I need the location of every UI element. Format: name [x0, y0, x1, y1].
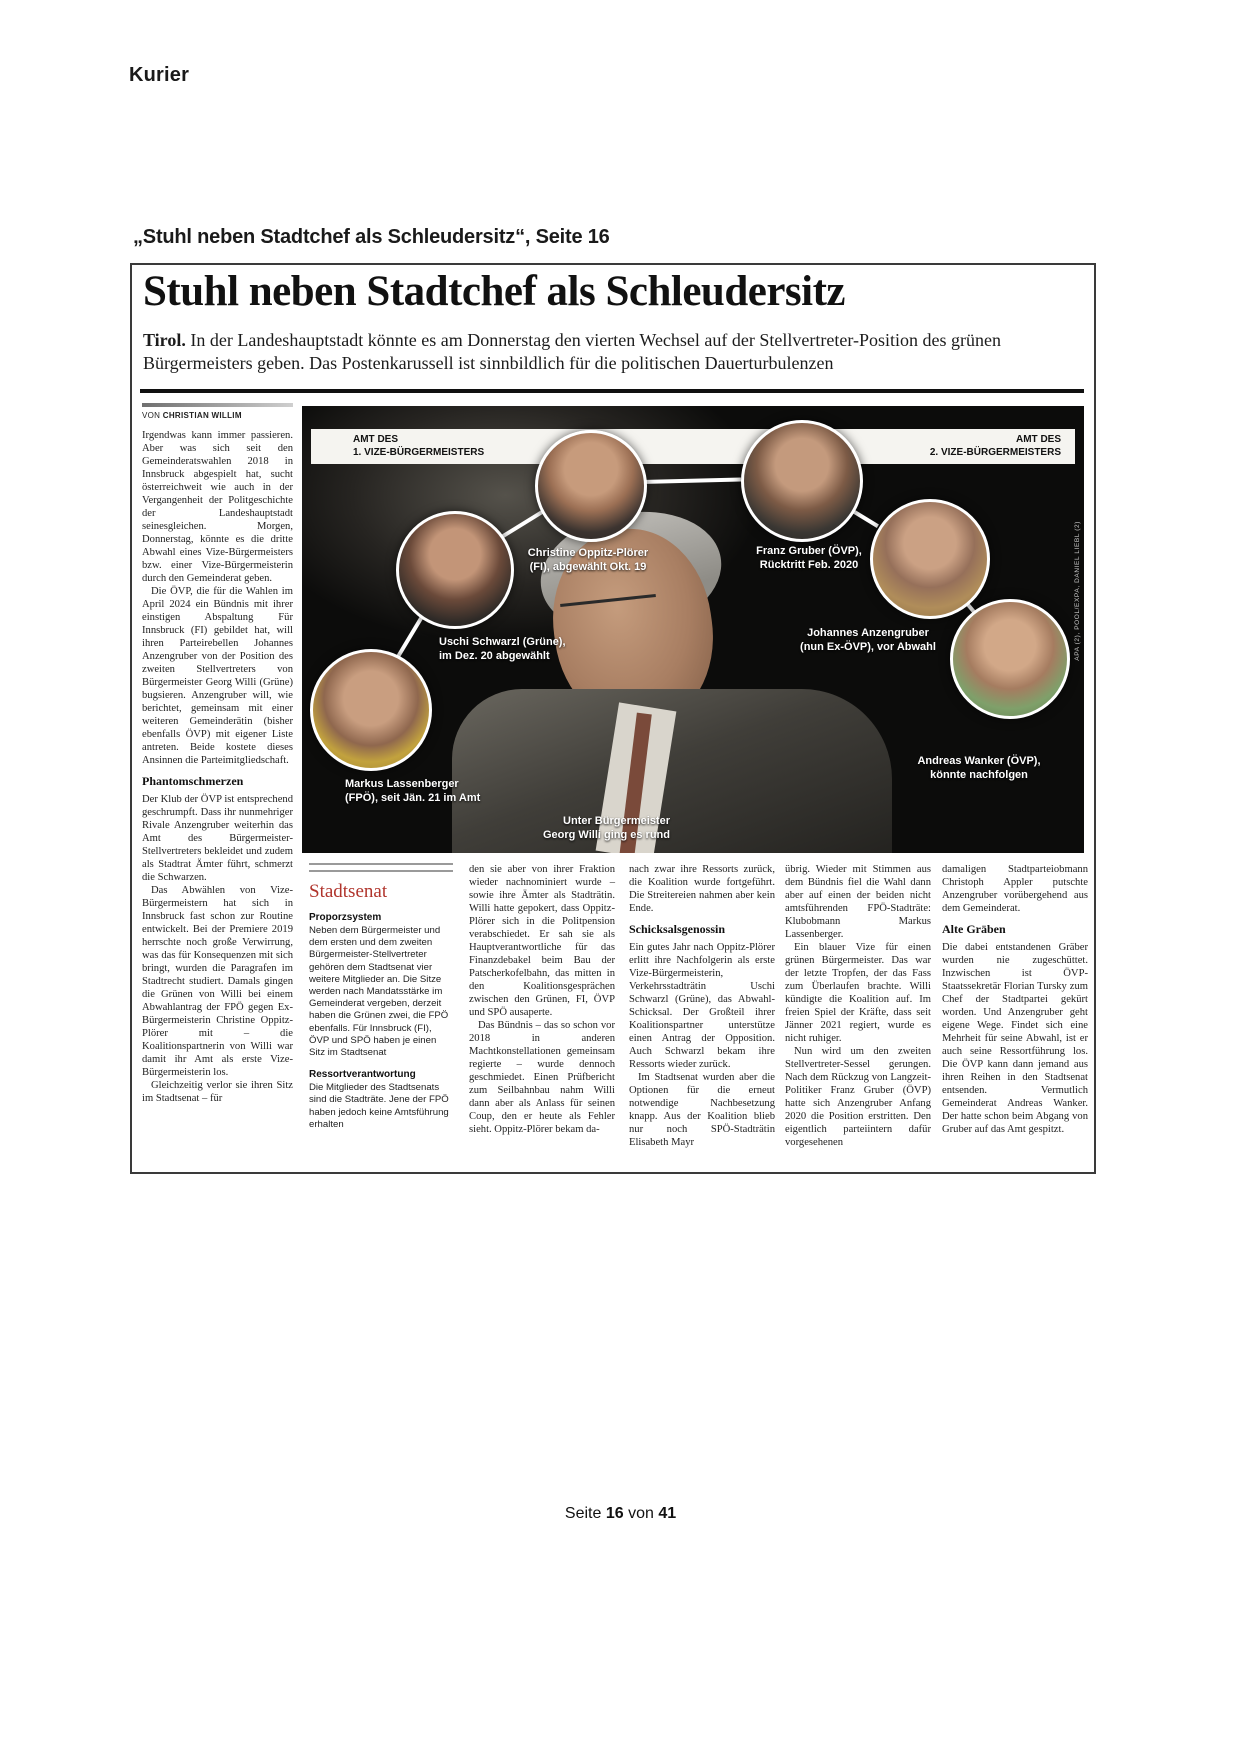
page-footer: [0, 1505, 1241, 1523]
caption-line: Markus Lassenberger: [345, 778, 459, 790]
infobox-top-rule: [309, 863, 453, 872]
office-label-line: 2. VIZE-BÜRGERMEISTERS: [929, 447, 1061, 458]
portrait-andreas-wanker: [950, 599, 1070, 719]
paragraph: Gleichzeitig verlor sie ihren Sitz im Stadtsenat – für: [142, 1080, 293, 1104]
infobox-paragraph: Neben dem Bürgermeister und dem ersten und dem zweiten Bürgermeister-Stellvertreter gehören dem Stadtsenat vier weitere Mitglieder an. Die Sitze werden nach Mandatsstärke im Gemeinderat vergeben, derzeit haben die Grünen zwei, die FPÖ ebenfalls. Für Innsbruck (FI), ÖVP und SPÖ haben je einen Sitz im Stadtsenat: [309, 925, 449, 1059]
caption-line: (FI), abgewählt Okt. 19: [529, 561, 647, 573]
article-column-2: [469, 863, 615, 1136]
photo-montage: [302, 406, 1084, 853]
paragraph: Ein gutes Jahr nach Oppitz-Plörer erlitt ihre Nachfolgerin als erste Vize-Bürgermeisterin, Verkehrsstadträtin Uschi Schwarzl (Grüne), das Abwahl-Schicksal. Der Großteil ihrer Koalitionspartner unterstütze einen Antrag der Opposition. Auch Schwarzl bekam ihre Ressorts wieder zurück.: [629, 942, 775, 1070]
infobox-paragraph: Die Mitglieder des Stadtsenats sind die Stadträte. Jene der FPÖ haben jedoch keine Amtsführung erhalten: [309, 1082, 449, 1130]
paragraph: Der Klub der ÖVP ist entsprechend geschrumpft. Dass ihr nunmehriger Rivale Anzengruber weiterhin das Amt des Bürgermeister-Stellvertreters bekleidet und zudem als Stadtrat Ämter führt, schmerzt die Schwarzen.: [142, 794, 293, 883]
office-label-first-vice-mayor: [353, 433, 484, 459]
headline-divider-rule: [140, 389, 1084, 393]
stadtsenat-infobox: [309, 863, 453, 1131]
subhead-schicksalsgenossin: Schicksalsgenossin: [629, 922, 726, 936]
office-label-line: AMT DES: [353, 434, 398, 445]
infobox-title: Stadtsenat: [309, 881, 388, 902]
paragraph: übrig. Wieder mit Stimmen aus dem Bündnis fiel die Wahl dann aber auf einen der beiden nicht amtsführenden FPÖ-Stadträte: Klubobmann Markus Lassenberger.: [785, 864, 931, 940]
caption-oppitz-ploerer: [498, 546, 678, 574]
infobox-subhead-proporzsystem: Proporzsystem: [309, 912, 382, 923]
paragraph: Das Abwählen von Vize-Bürgermeistern hat sich in Innsbruck fast schon zur Routine entwickelt. Bei der Premiere 2019 herrschte noch große Verwirrung, was das für Konsequenzen mit sich bringt, wurden die Paragrafen im Stadtrecht studiert. Damals gingen die Grünen von Willi bei einem Abwahlantrag der FPÖ gegen Ex-Bürgermeisterin Christine Oppitz-Plörer mit – die Koalitionspartnerin von Willi war damit ihr Amt als erste Vize-Bürgermeisterin los.: [142, 885, 293, 1078]
caption-line: (nun Ex-ÖVP), vor Abwahl: [800, 641, 936, 653]
caption-line: könnte nachfolgen: [930, 769, 1028, 781]
connector-line: [396, 614, 425, 658]
paragraph: Ein blauer Vize für einen grünen Bürgermeister. Das war der letzte Tropfen, der das Fass zum Überlaufen brachte. Willi kündigte die Koalition auf. Im freien Spiel der Kräfte, dass seit Jänner 2021 regiert, wurde es nicht ruhiger.: [785, 942, 931, 1044]
byline-prefix: VON: [142, 411, 161, 420]
paragraph: damaligen Stadtparteiobmann Christoph Appler putschte Anzengruber vorübergehend aus dem Gemeinderat.: [942, 864, 1088, 914]
caption-line: im Dez. 20 abgewählt: [439, 650, 550, 662]
caption-lassenberger: [345, 777, 535, 805]
article-column-4: [785, 863, 931, 1149]
infobox-subhead-ressortverantwortung: Ressortverantwortung: [309, 1069, 416, 1081]
lede-location-tag: Tirol.: [143, 330, 186, 350]
caption-line: Rücktritt Feb. 2020: [759, 559, 859, 571]
paragraph: Das Bündnis – das so schon vor 2018 in anderen Machtkonstellationen gemeinsam regierte – wurde dennoch geschmiedet. Einen Prüfbericht zum Seilbahnbau nahm Willi dann aber als Anlass für seinen Coup, den er heute als Fehler sieht. Oppitz-Plörer bekam da-: [469, 1020, 615, 1135]
byline-author: CHRISTIAN WILLIM: [162, 411, 242, 420]
caption-willi: [470, 814, 670, 842]
footer-prefix: Seite: [564, 1505, 602, 1522]
caption-line: Johannes Anzengruber: [807, 627, 929, 639]
publication-name: Kurier: [129, 64, 190, 86]
office-label-line: AMT DES: [1016, 434, 1061, 445]
caption-line: Andreas Wanker (ÖVP),: [917, 755, 1041, 767]
article-lede: [143, 329, 1081, 375]
office-label-line: 1. VIZE-BÜRGERMEISTERS: [353, 447, 485, 458]
paragraph: Irgendwas kann immer passieren. Aber was sich seit den Gemeinderatswahlen 2018 in Innsbruck abgespielt hat, sucht österreichweit wie auch in der Vergangenheit der Politgeschichte der Landeshauptstadt seinesgleichen. Morgen, Donnerstag, könnte es die dritte Abwahl eines Vize-Bürgermeisters bzw. einer Vize-Bürgermeisterin durch den Gemeinderat geben.: [142, 430, 293, 584]
paragraph: den sie aber von ihrer Fraktion wieder nachnominiert wurde – sowie ihre Ämter als Stadträtin. Willi hatte gepokert, dass Oppitz-Plörer sich in die Politpension verabschiedet. Er sah sie als Hauptverantwortliche für das Finanzdebakel beim Bau der Patscherkofelbahn, das mitten in den Koalitionsgesprächen zwischen den Grünen, FI, ÖVP und SPÖ ausaperte.: [469, 864, 615, 1018]
portrait-christine-oppitz-ploerer: [535, 430, 647, 542]
caption-line: Christine Oppitz-Plörer: [527, 547, 649, 559]
article-reference-heading: „Stuhl neben Stadtchef als Schleudersitz“, Seite 16: [133, 226, 610, 248]
article-column-5: [942, 863, 1088, 1136]
caption-line: Uschi Schwarzl (Grüne),: [439, 636, 566, 648]
caption-wanker: [887, 754, 1071, 782]
caption-anzengruber: [778, 626, 958, 654]
byline-divider-bar: [142, 403, 293, 407]
footer-separator: von: [628, 1505, 654, 1522]
portrait-franz-gruber: [741, 420, 863, 542]
paragraph: Die dabei entstandenen Gräber wurden nie zugeschüttet. Inzwischen ist ÖVP-Staatssekretär Florian Tursky zum Chef der Stadtpartei gekürt worden. Und Anzengruber geht eigene Wege. Findet sich eine Mehrheit für seine Abwahl, ist er auch seine Ressortführung los. Die ÖVP kann dann jemand aus ihren Reihen in den Stadtsenat entsenden. Vermutlich Gemeinderat Andreas Wanker. Der hatte schon beim Abgang von Gruber auf das Amt gespitzt.: [942, 942, 1088, 1135]
article-column-3: [629, 863, 775, 1149]
lede-text: In der Landeshauptstadt könnte es am Donnerstag den vierten Wechsel auf der Stellvertreter-Position des grünen Bürgermeisters geben. Das Postenkarussell ist sinnbildlich für die politischen Dauerturbulenzen: [143, 330, 1001, 373]
caption-schwarzl: [439, 635, 619, 663]
newspaper-clipping: [130, 263, 1096, 1174]
caption-line: (FPÖ), seit Jän. 21 im Amt: [345, 792, 481, 804]
caption-line: Franz Gruber (ÖVP),: [756, 545, 862, 557]
portrait-markus-lassenberger: [310, 649, 432, 771]
caption-line: Unter Bürgermeister: [563, 815, 670, 827]
montage-header-bar: [311, 429, 1075, 464]
article-column-1: [142, 403, 293, 1105]
office-label-second-vice-mayor: [930, 433, 1061, 459]
byline: [142, 411, 293, 420]
subhead-alte-graeben: Alte Gräben: [942, 922, 1006, 936]
article-headline: Stuhl neben Stadtchef als Schleudersitz: [143, 268, 846, 315]
paragraph: Die ÖVP, die für die Wahlen im April 2024 ein Bündnis mit ihrer einstigen Abspaltung Für Innsbruck (FI) gebildet hat, will ihren Parteirebellen Johannes Anzengruber von der Position des zweiten Stellvertreters von Bürgermeister Georg Willi (Grüne) bugsieren. Anzengruber will, wie berichtet, gemeinsam mit einer weiteren Gemeinderätin (bisher ebenfalls ÖVP) mit eigener Liste antreten. Beide kostete dieses Ansinnen die Parteimitgliedschaft.: [142, 586, 293, 766]
paragraph: Nun wird um den zweiten Stellvertreter-Sessel gerungen. Nach dem Rückzug von Langzeit-Politiker Franz Gruber (ÖVP) hatte sich Anzengruber Anfang 2020 die Position erstritten. Den eigentlich parteiintern dafür vorgesehenen: [785, 1046, 931, 1148]
paragraph: Im Stadtsenat wurden aber die Optionen für die erneut notwendige Nachbesetzung knapp. Aus der Koalition blieb nur noch SPÖ-Stadträtin Elisabeth Mayr: [629, 1072, 775, 1148]
paragraph: nach zwar ihre Ressorts zurück, die Koalition wurde fortgeführt. Die Streitereien nahmen aber kein Ende.: [629, 864, 775, 914]
caption-gruber: [719, 544, 899, 572]
footer-total-pages: 41: [658, 1505, 677, 1522]
footer-page-number: 16: [605, 1505, 624, 1522]
connector-line: [641, 478, 741, 484]
photo-credit: APA (2), POOL/EXPA, DANIEL LIEBL (2): [1074, 521, 1081, 661]
subhead-phantomschmerzen: Phantomschmerzen: [142, 774, 244, 788]
caption-line: Georg Willi ging es rund: [542, 829, 670, 841]
portrait-uschi-schwarzl: [396, 511, 514, 629]
